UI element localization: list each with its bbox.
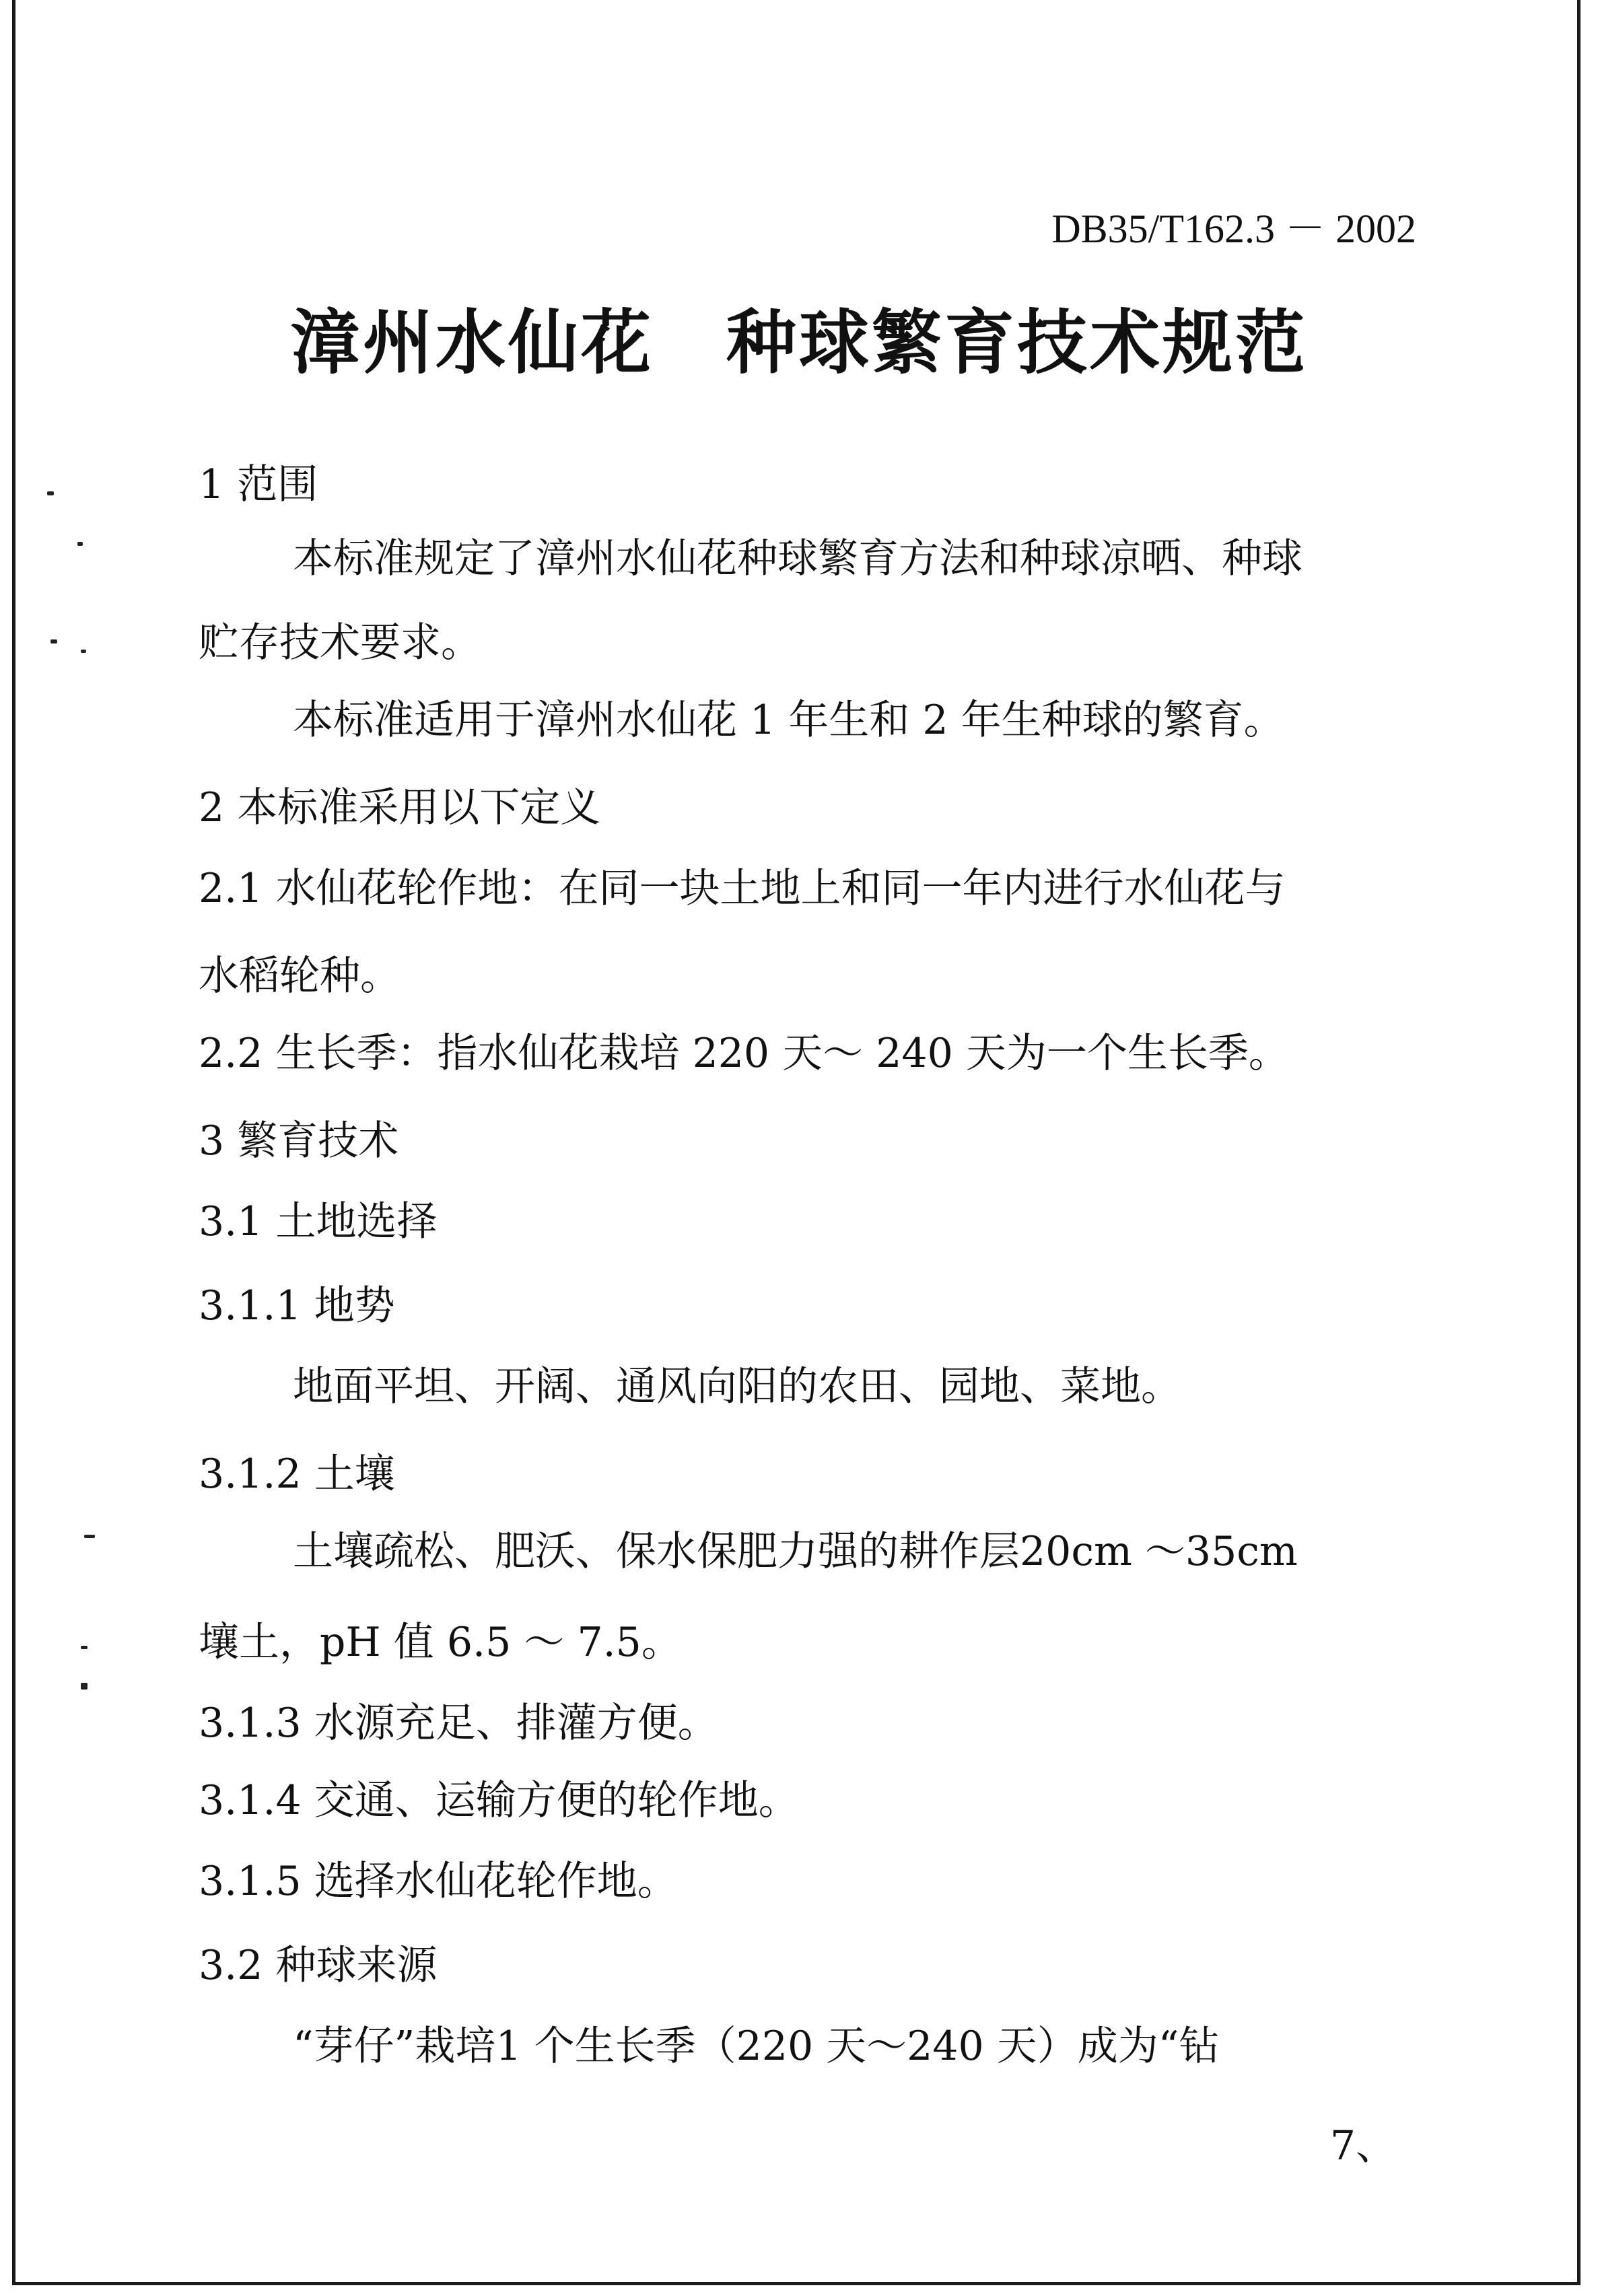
section-heading-2: 2 本标准采用以下定义 bbox=[199, 784, 601, 831]
section-heading-3-1-4: 3.1.4 交通、运输方便的轮作地。 bbox=[199, 1777, 799, 1824]
definition-2-1: 2.1 水仙花轮作地：在同一块土地上和同一年内进行水仙花与 bbox=[199, 865, 1286, 912]
scan-speck bbox=[77, 542, 83, 546]
section-heading-1: 1 范围 bbox=[199, 461, 318, 508]
scan-speck bbox=[47, 491, 54, 495]
scan-speck bbox=[81, 1646, 88, 1649]
scan-speck bbox=[50, 639, 57, 643]
scan-speck bbox=[81, 1683, 88, 1690]
paragraph-line: 贮存技术要求。 bbox=[199, 619, 481, 666]
paragraph-line: 本标准适用于漳州水仙花 1 年生和 2 年生种球的繁育。 bbox=[293, 697, 1284, 744]
paragraph-line: “芽仔”栽培1 个生长季（220 天～240 天）成为“钻 bbox=[293, 2023, 1220, 2070]
section-heading-3-2: 3.2 种球来源 bbox=[199, 1942, 438, 1989]
page-title: 漳州水仙花 种球繁育技术规范 bbox=[289, 302, 1308, 384]
scan-speck bbox=[81, 650, 86, 653]
section-heading-3: 3 繁育技术 bbox=[199, 1117, 399, 1164]
section-heading-3-1-2: 3.1.2 土壤 bbox=[199, 1451, 395, 1498]
paragraph-line: 壤土，pH 值 6.5 ～ 7.5。 bbox=[199, 1619, 682, 1666]
paragraph-line: 地面平坦、开阔、通风向阳的农田、园地、菜地。 bbox=[293, 1363, 1181, 1410]
section-heading-3-1-3: 3.1.3 水源充足、排灌方便。 bbox=[199, 1700, 718, 1747]
paragraph-line: 本标准规定了漳州水仙花种球繁育方法和种球凉晒、种球 bbox=[293, 535, 1302, 582]
section-heading-3-1-1: 3.1.1 地势 bbox=[199, 1282, 395, 1329]
page-number: 7、 bbox=[1329, 2122, 1396, 2169]
section-heading-3-1-5: 3.1.5 选择水仙花轮作地。 bbox=[199, 1858, 678, 1905]
paragraph-line: 土壤疏松、肥沃、保水保肥力强的耕作层20cm ～35cm bbox=[293, 1528, 1298, 1575]
scan-speck bbox=[84, 1535, 95, 1538]
definition-2-2: 2.2 生长季：指水仙花栽培 220 天～ 240 天为一个生长季。 bbox=[199, 1030, 1289, 1077]
paragraph-line: 水稻轮种。 bbox=[199, 952, 401, 1000]
section-heading-3-1: 3.1 土地选择 bbox=[199, 1198, 438, 1245]
document-code: DB35/T162.3 － 2002 bbox=[1051, 207, 1416, 251]
